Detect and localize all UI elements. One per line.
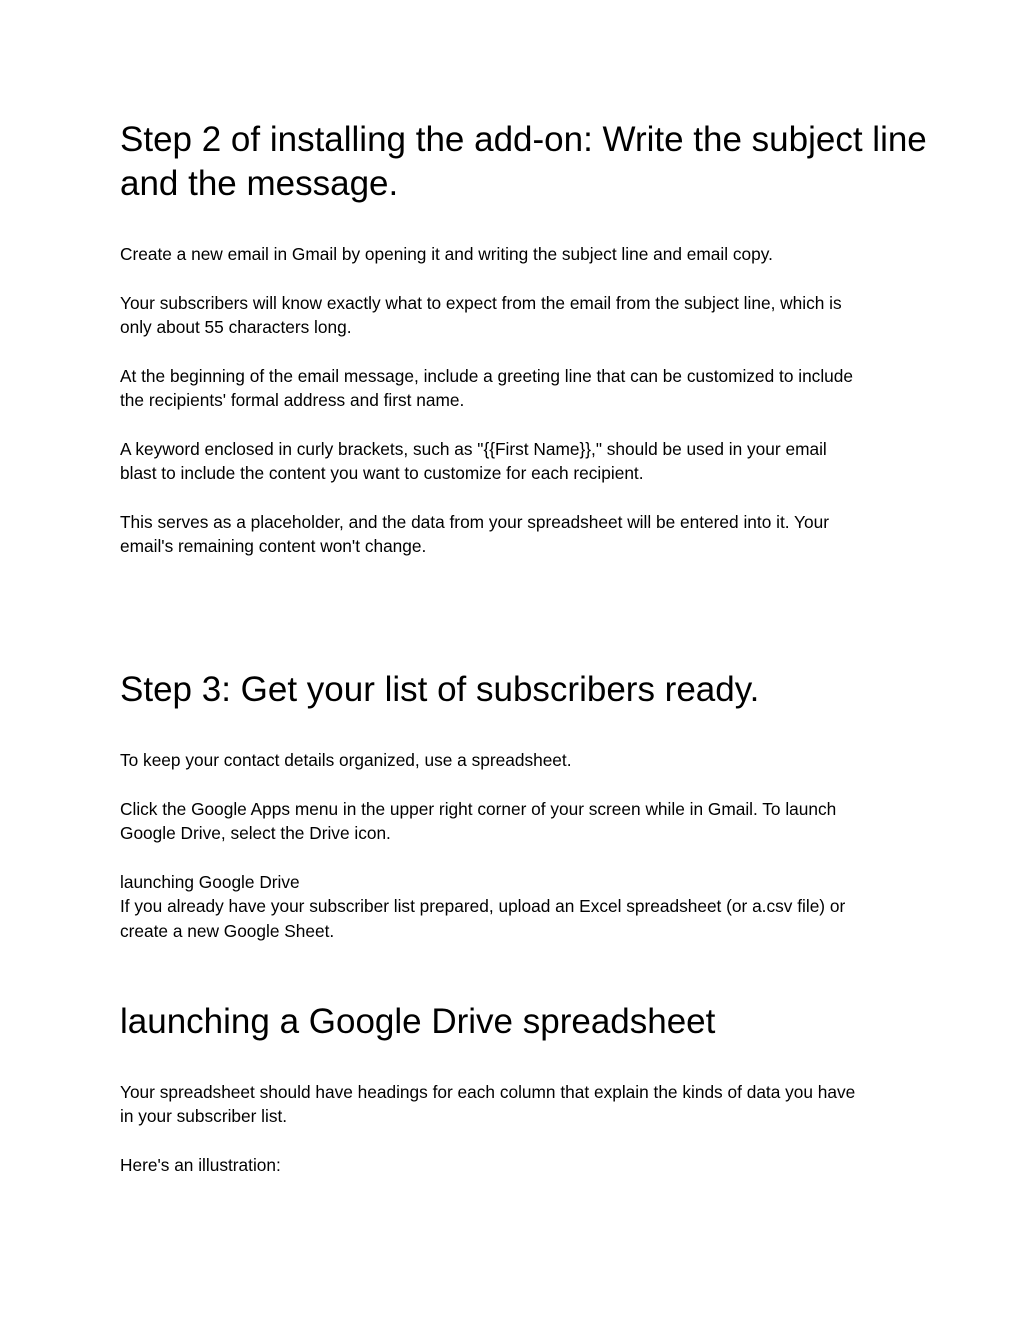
spreadsheet-paragraph-1	[120, 1080, 920, 1129]
text-line: A keyword enclosed in curly brackets, such as "{{First Name}}," should be used in your email	[120, 439, 827, 459]
step3-heading: Step 3: Get your list of subscribers ready.	[120, 670, 760, 709]
step3-paragraph-2	[120, 797, 920, 846]
step2-paragraph-3	[120, 364, 920, 413]
step3-paragraph-3	[120, 870, 920, 943]
text-line: This serves as a placeholder, and the data from your spreadsheet will be entered into it. Your	[120, 512, 829, 532]
step2-paragraph-5	[120, 510, 920, 559]
text-line: If you already have your subscriber list prepared, upload an Excel spreadsheet (or a.csv file) or	[120, 896, 846, 917]
heading-line: and the message.	[120, 164, 399, 203]
step2-heading	[120, 118, 927, 206]
spreadsheet-paragraph-2	[120, 1153, 920, 1177]
text-line: Your subscribers will know exactly what to expect from the email from the subject line, which is	[120, 293, 842, 313]
step2-paragraph-1	[120, 242, 920, 266]
text-line: Your spreadsheet should have headings for each column that explain the kinds of data you have	[120, 1082, 856, 1102]
heading-line: Step 2 of installing the add-on: Write the subject line	[120, 120, 927, 159]
text-line: the recipients' formal address and first name.	[120, 390, 465, 411]
text-line: Google Drive, select the Drive icon.	[120, 823, 391, 844]
text-line: Here's an illustration:	[120, 1155, 281, 1175]
text-line: At the beginning of the email message, include a greeting line that can be customized to include	[120, 366, 853, 386]
step3-paragraph-1	[120, 748, 920, 772]
text-line: email's remaining content won't change.	[120, 536, 427, 557]
text-line: create a new Google Sheet.	[120, 920, 335, 941]
text-line: in your subscriber list.	[120, 1106, 288, 1127]
text-line: blast to include the content you want to customize for each recipient.	[120, 463, 644, 484]
text-line: Click the Google Apps menu in the upper right corner of your screen while in Gmail. To launch	[120, 799, 837, 819]
text-line: To keep your contact details organized, use a spreadsheet.	[120, 750, 572, 770]
text-line: only about 55 characters long.	[120, 317, 352, 338]
step2-paragraph-4	[120, 437, 920, 486]
text-line: launching Google Drive	[120, 872, 300, 892]
spreadsheet-heading: launching a Google Drive spreadsheet	[120, 1002, 716, 1041]
step2-paragraph-2	[120, 291, 920, 340]
text-line: Create a new email in Gmail by opening it and writing the subject line and email copy.	[120, 244, 773, 264]
